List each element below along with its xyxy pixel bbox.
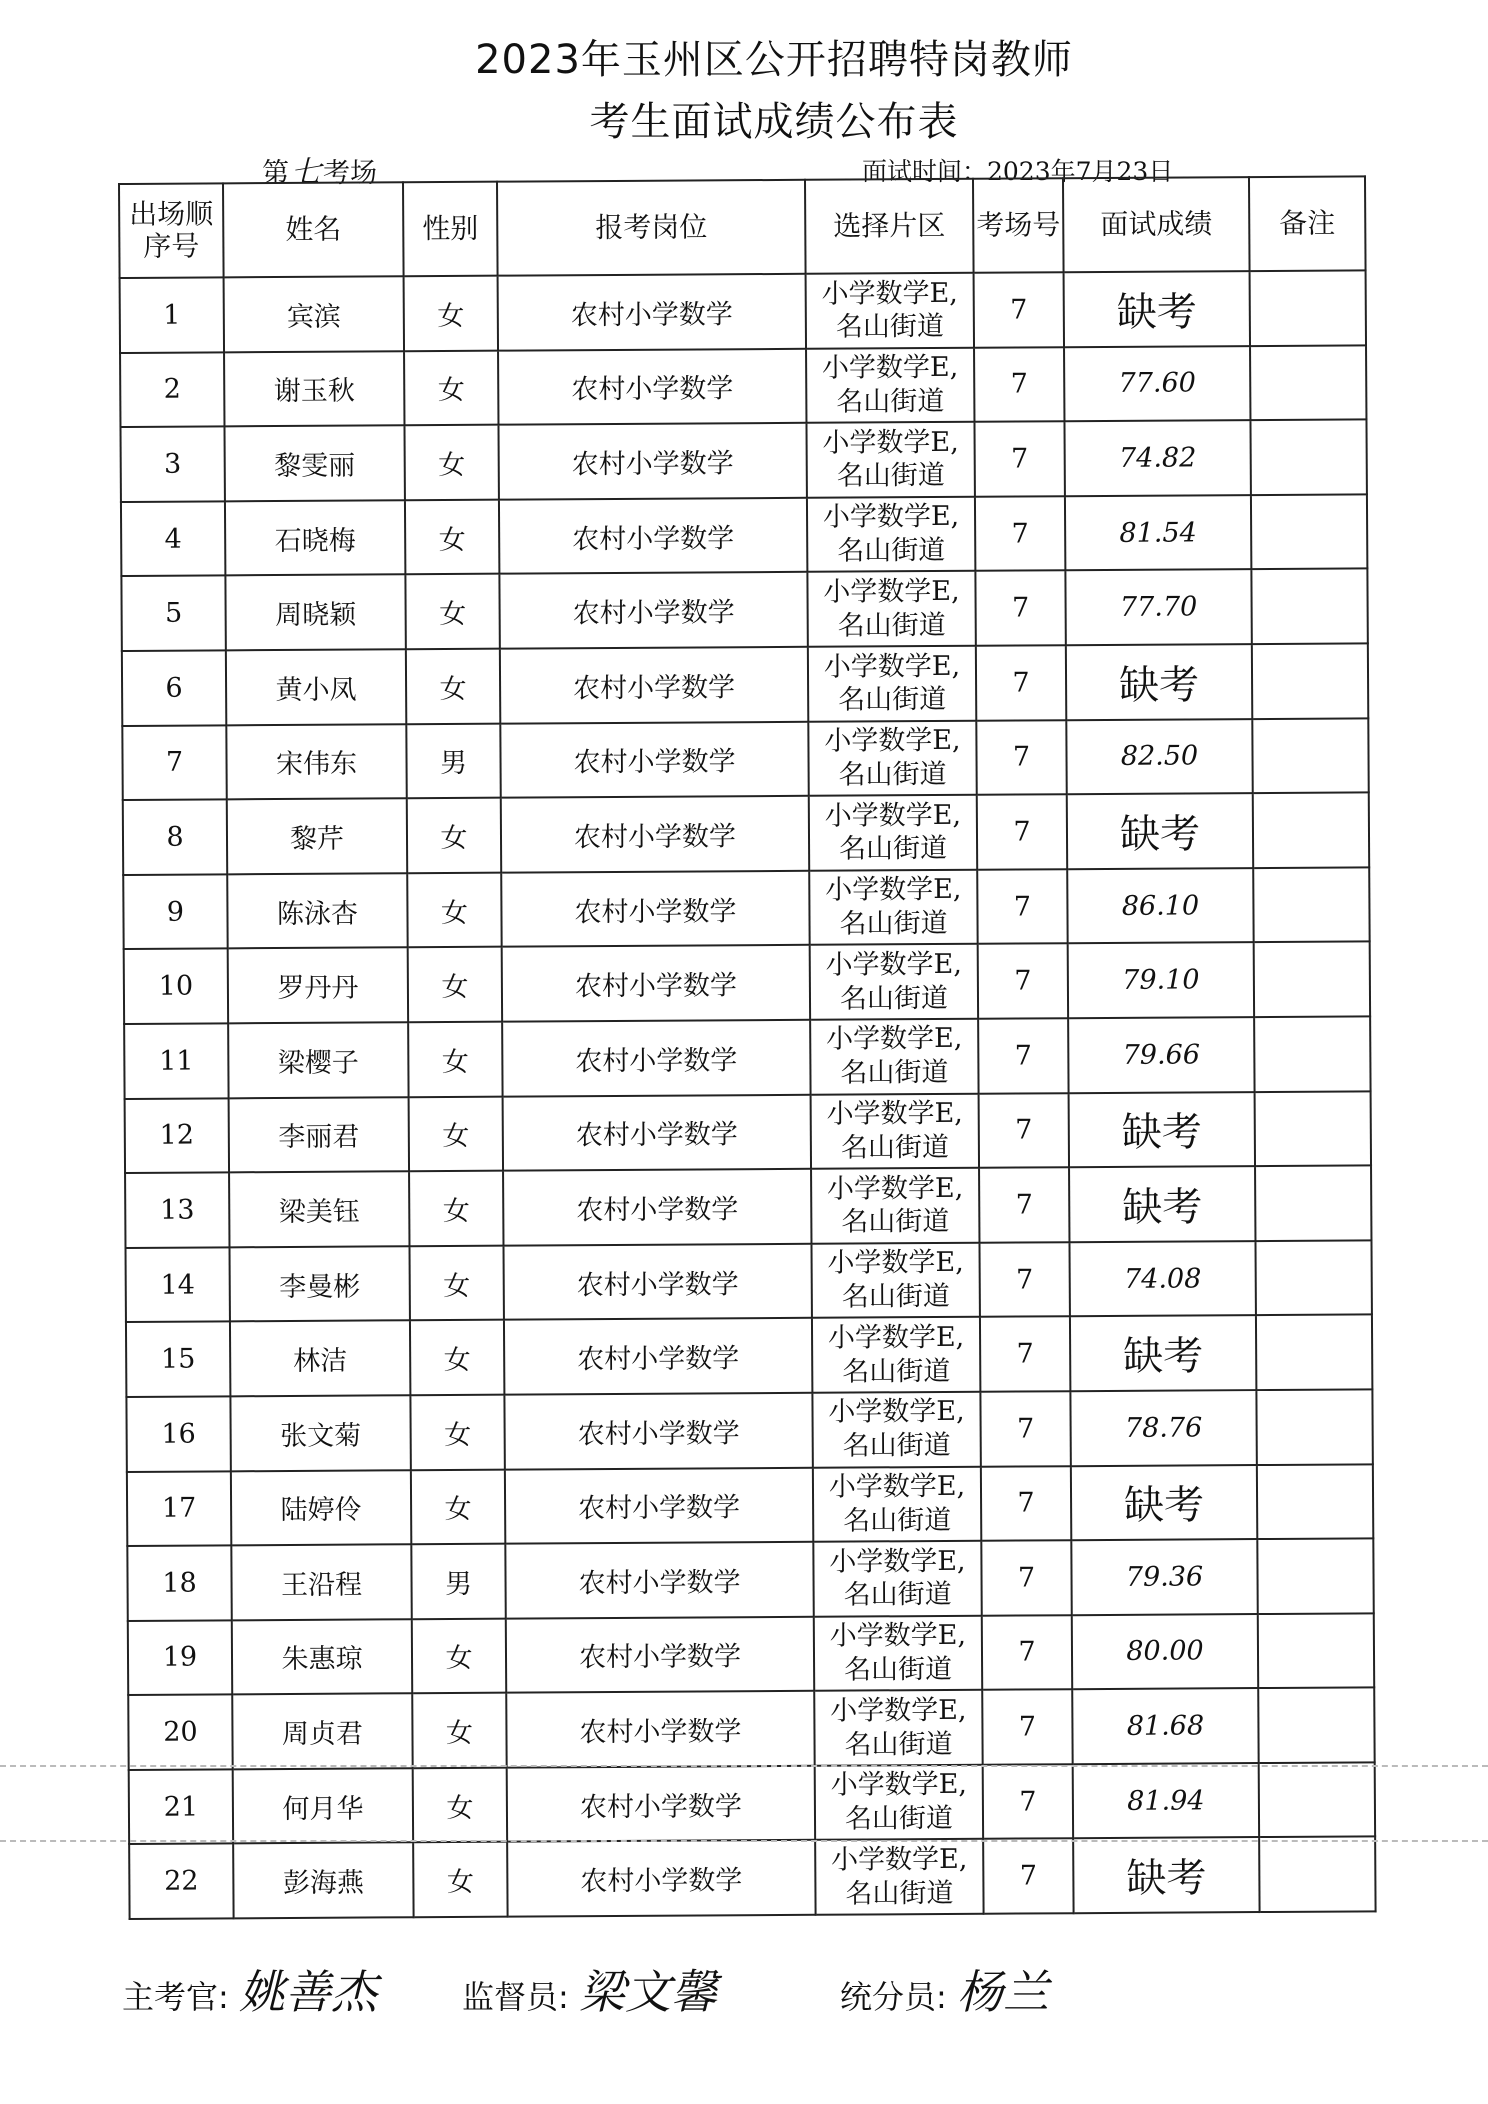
table-row <box>125 1091 1371 1173</box>
room-cell: 7 <box>978 944 1068 1019</box>
col-header-remark: 备注 <box>1249 176 1366 271</box>
score-cell: 77.60 <box>1064 346 1250 422</box>
name-cell: 周晓颖 <box>225 575 405 651</box>
position-cell: 农村小学数学 <box>503 1094 811 1170</box>
table-row <box>120 270 1366 352</box>
room-cell: 7 <box>977 794 1067 869</box>
area-cell <box>806 347 974 423</box>
room-cell: 7 <box>975 571 1065 646</box>
room-suffix: 考场 <box>323 158 377 189</box>
room-prefix: 第 <box>262 158 289 189</box>
area-line-2: 名山街道 <box>844 1728 953 1761</box>
room-cell: 7 <box>979 1167 1069 1242</box>
table-row <box>129 1837 1375 1919</box>
room-cell: 7 <box>976 645 1066 720</box>
name-cell: 石晓梅 <box>225 500 405 576</box>
gender-cell: 女 <box>413 1768 507 1843</box>
col-header-name: 姓名 <box>223 182 404 277</box>
remark-cell <box>1255 1091 1371 1166</box>
area-line-1: 小学数学E, <box>830 1769 968 1802</box>
area-line-2: 名山街道 <box>843 1504 952 1537</box>
remark-cell <box>1254 1016 1370 1091</box>
seq-cell: 4 <box>121 501 225 576</box>
room-cell: 7 <box>979 1242 1069 1317</box>
position-cell: 农村小学数学 <box>506 1616 814 1692</box>
position-cell: 农村小学数学 <box>503 1244 811 1320</box>
gender-cell: 女 <box>412 1618 506 1693</box>
table-row <box>122 643 1368 725</box>
page-title: 2023年玉州区公开招聘特岗教师 <box>475 37 1073 83</box>
room-cell: 7 <box>974 421 1064 496</box>
seq-cell: 10 <box>124 949 228 1024</box>
position-cell: 农村小学数学 <box>499 572 807 648</box>
position-cell: 农村小学数学 <box>499 498 807 574</box>
area-line-2: 名山街道 <box>839 907 948 940</box>
area-line-2: 名山街道 <box>845 1877 954 1910</box>
name-cell: 陈泳杏 <box>227 873 407 949</box>
room-cell: 7 <box>975 496 1065 571</box>
table-row <box>126 1389 1372 1471</box>
supervisor-label: 监督员: <box>462 1978 569 2016</box>
gender-cell: 女 <box>409 1245 503 1320</box>
area-cell <box>808 646 976 722</box>
room-cell: 7 <box>982 1689 1072 1764</box>
score-table <box>118 175 1377 1920</box>
seq-cell: 2 <box>120 352 224 427</box>
area-line-1: 小学数学E, <box>822 426 959 459</box>
remark-cell <box>1252 718 1368 793</box>
room-cell: 7 <box>977 869 1067 944</box>
area-line-1: 小学数学E, <box>831 1843 968 1876</box>
scorer <box>840 1956 1049 2022</box>
position-cell: 农村小学数学 <box>505 1542 813 1618</box>
area-line-1: 小学数学E, <box>826 1172 964 1205</box>
seq-cell: 18 <box>127 1545 231 1620</box>
seq-cell: 11 <box>124 1023 228 1098</box>
name-cell: 周贞君 <box>232 1694 412 1770</box>
remark-cell <box>1253 867 1369 942</box>
area-line-1: 小学数学E, <box>827 1321 965 1354</box>
supervisor <box>462 1956 717 2022</box>
gender-cell: 女 <box>408 1022 502 1097</box>
position-cell: 农村小学数学 <box>505 1467 813 1543</box>
name-cell: 罗丹丹 <box>228 948 408 1024</box>
seq-cell: 21 <box>129 1769 233 1844</box>
name-cell: 彭海燕 <box>233 1843 413 1919</box>
room-cell: 7 <box>980 1317 1070 1392</box>
gender-cell: 女 <box>412 1693 506 1768</box>
area-line-2: 名山街道 <box>838 684 947 716</box>
remark-cell <box>1250 345 1366 420</box>
area-line-1: 小学数学E, <box>824 724 961 757</box>
table-row <box>126 1315 1372 1397</box>
position-cell: 农村小学数学 <box>500 647 808 723</box>
position-cell: 农村小学数学 <box>501 796 809 872</box>
score-cell: 缺考 <box>1064 271 1250 347</box>
score-cell: 缺考 <box>1069 1092 1255 1168</box>
area-cell <box>814 1615 982 1691</box>
name-cell: 朱惠琼 <box>232 1619 412 1695</box>
table-row <box>125 1165 1371 1247</box>
seq-cell: 8 <box>123 800 227 875</box>
area-line-1: 小学数学E, <box>823 575 960 608</box>
area-cell <box>809 795 977 871</box>
gender-cell: 女 <box>408 947 502 1022</box>
area-cell <box>811 1093 979 1169</box>
seq-cell: 13 <box>125 1172 229 1247</box>
name-cell: 张文菊 <box>230 1395 410 1471</box>
area-line-2: 名山街道 <box>836 385 945 418</box>
position-cell: 农村小学数学 <box>504 1318 812 1394</box>
gender-cell: 女 <box>410 1320 504 1395</box>
area-line-1: 小学数学E, <box>828 1396 965 1429</box>
area-cell <box>807 571 975 647</box>
position-cell: 农村小学数学 <box>507 1840 815 1916</box>
area-line-1: 小学数学E, <box>822 501 960 534</box>
name-cell: 林洁 <box>230 1321 410 1397</box>
gender-cell: 女 <box>404 276 498 351</box>
area-line-2: 名山街道 <box>842 1355 951 1388</box>
area-cell <box>809 870 977 946</box>
area-line-1: 小学数学E, <box>829 1620 967 1652</box>
area-line-2: 名山街道 <box>837 535 946 567</box>
score-cell: 79.10 <box>1068 942 1254 1018</box>
col-header-seq: 出场顺序号 <box>119 183 224 278</box>
gender-cell: 男 <box>411 1544 505 1619</box>
area-cell <box>811 1168 979 1244</box>
area-line-1: 小学数学E, <box>825 948 963 981</box>
table-row <box>127 1538 1373 1620</box>
gender-cell: 女 <box>407 798 501 873</box>
remark-cell <box>1257 1464 1373 1539</box>
header-row <box>119 176 1366 278</box>
score-cell: 80.00 <box>1072 1614 1258 1690</box>
name-cell: 梁樱子 <box>228 1022 408 1098</box>
col-header-position: 报考岗位 <box>497 180 806 276</box>
score-cell: 86.10 <box>1067 868 1253 944</box>
area-cell <box>806 273 974 349</box>
room-cell: 7 <box>983 1764 1073 1839</box>
area-line-2: 名山街道 <box>839 982 949 1015</box>
area-line-1: 小学数学E, <box>825 874 962 906</box>
position-cell: 农村小学数学 <box>506 1691 814 1767</box>
exam-date: 面试时间：2023年7月23日 <box>862 157 1174 186</box>
score-cell: 77.70 <box>1065 569 1251 645</box>
score-cell: 缺考 <box>1070 1315 1256 1391</box>
remark-cell <box>1258 1688 1374 1763</box>
gender-cell: 女 <box>406 649 500 724</box>
page-subtitle: 考生面试成绩公布表 <box>589 99 959 145</box>
scorer-signature: 杨兰 <box>956 1965 1049 2019</box>
chief-label: 主考官: <box>122 1978 229 2016</box>
score-cell: 缺考 <box>1071 1465 1257 1541</box>
position-cell: 农村小学数学 <box>503 1169 811 1245</box>
position-cell: 农村小学数学 <box>498 423 806 499</box>
area-line-2: 名山街道 <box>837 609 946 642</box>
col-header-gender: 性别 <box>403 182 498 277</box>
room-cell: 7 <box>979 1093 1069 1168</box>
table-row <box>121 494 1367 576</box>
name-cell: 何月华 <box>233 1768 413 1844</box>
table-row <box>128 1688 1374 1770</box>
position-cell: 农村小学数学 <box>500 721 808 797</box>
remark-cell <box>1256 1315 1372 1390</box>
position-cell: 农村小学数学 <box>502 945 810 1021</box>
table-row <box>124 1016 1370 1098</box>
name-cell: 黄小凤 <box>226 649 406 725</box>
seq-cell: 16 <box>126 1396 230 1471</box>
area-line-2: 名山街道 <box>841 1280 950 1313</box>
area-line-2: 名山街道 <box>844 1803 954 1835</box>
gender-cell: 女 <box>404 425 498 500</box>
remark-cell <box>1251 569 1367 644</box>
seq-cell: 17 <box>127 1471 231 1546</box>
col-header-room: 考场号 <box>973 178 1064 273</box>
score-cell: 缺考 <box>1069 1166 1255 1242</box>
room-number: 七 <box>291 155 321 190</box>
remark-cell <box>1255 1165 1371 1240</box>
remark-cell <box>1250 420 1366 495</box>
name-cell: 王沿程 <box>231 1544 411 1620</box>
area-line-1: 小学数学E, <box>823 650 961 683</box>
room-cell: 7 <box>981 1540 1071 1615</box>
table-row <box>128 1613 1374 1695</box>
remark-cell <box>1254 942 1370 1017</box>
area-line-2: 名山街道 <box>840 1131 950 1164</box>
remark-cell <box>1259 1762 1375 1837</box>
score-cell: 79.36 <box>1071 1539 1257 1615</box>
gender-cell: 男 <box>406 723 500 798</box>
name-cell: 黎芹 <box>227 798 407 874</box>
score-cell: 79.66 <box>1068 1017 1254 1093</box>
scorer-label: 统分员: <box>840 1978 947 2016</box>
area-cell <box>814 1690 982 1766</box>
score-cell: 78.76 <box>1070 1390 1256 1466</box>
name-cell: 黎雯丽 <box>224 425 404 501</box>
remark-cell <box>1252 643 1368 718</box>
area-cell <box>806 422 974 498</box>
seq-cell: 20 <box>128 1695 232 1770</box>
seq-cell: 15 <box>126 1322 230 1397</box>
table-row <box>121 569 1367 651</box>
gender-cell: 女 <box>411 1469 505 1544</box>
area-line-2: 名山街道 <box>842 1430 951 1462</box>
name-cell: 宋伟东 <box>226 724 406 800</box>
remark-cell <box>1253 793 1369 868</box>
area-cell <box>811 1242 979 1318</box>
position-cell: 农村小学数学 <box>504 1393 812 1469</box>
supervisor-signature: 梁文馨 <box>578 1965 717 2019</box>
area-line-1: 小学数学E, <box>824 799 962 832</box>
table-row <box>129 1762 1375 1844</box>
gender-cell: 女 <box>405 499 499 574</box>
area-line-1: 小学数学E, <box>829 1545 966 1578</box>
table-row <box>120 420 1366 502</box>
name-cell: 李丽君 <box>229 1097 409 1173</box>
table-row <box>122 718 1368 800</box>
area-line-2: 名山街道 <box>838 758 947 791</box>
gender-cell: 女 <box>410 1395 504 1470</box>
room-cell: 7 <box>983 1839 1073 1914</box>
col-header-score: 面试成绩 <box>1063 177 1250 272</box>
seq-cell: 1 <box>120 277 224 352</box>
gender-cell: 女 <box>413 1842 507 1917</box>
area-line-2: 名山街道 <box>838 833 948 866</box>
area-cell <box>810 1019 978 1095</box>
area-line-2: 名山街道 <box>840 1057 949 1089</box>
area-line-1: 小学数学E, <box>825 1023 963 1056</box>
seq-cell: 22 <box>129 1844 233 1919</box>
scan-artifact-line <box>0 1840 1488 1842</box>
position-cell: 农村小学数学 <box>501 871 809 947</box>
seq-cell: 12 <box>125 1098 229 1173</box>
area-line-1: 小学数学E, <box>827 1247 964 1279</box>
score-cell: 缺考 <box>1067 793 1253 869</box>
score-cell: 81.68 <box>1072 1688 1258 1764</box>
scan-artifact-line <box>0 1765 1488 1767</box>
table-row <box>126 1240 1372 1322</box>
seq-cell: 7 <box>122 725 226 800</box>
chief-examiner <box>122 1956 377 2022</box>
remark-cell <box>1259 1837 1375 1912</box>
remark-cell <box>1257 1538 1373 1613</box>
area-cell <box>808 720 976 796</box>
room-cell: 7 <box>978 1018 1068 1093</box>
col-header-area: 选择片区 <box>805 179 974 274</box>
seq-cell: 19 <box>128 1620 232 1695</box>
seq-cell: 3 <box>120 427 224 502</box>
area-cell <box>812 1317 980 1393</box>
area-line-1: 小学数学E, <box>821 277 958 310</box>
room-cell: 7 <box>981 1466 1071 1541</box>
seq-cell: 14 <box>126 1247 230 1322</box>
score-cell: 81.54 <box>1065 495 1251 571</box>
gender-cell: 女 <box>405 574 499 649</box>
room-cell: 7 <box>974 347 1064 422</box>
area-cell <box>815 1839 983 1915</box>
position-cell: 农村小学数学 <box>507 1766 815 1842</box>
score-cell: 82.50 <box>1066 719 1252 795</box>
area-cell <box>813 1541 981 1617</box>
score-cell: 81.94 <box>1073 1763 1259 1839</box>
score-cell: 缺考 <box>1066 644 1252 720</box>
name-cell: 宾滨 <box>224 276 404 352</box>
gender-cell: 女 <box>409 1171 503 1246</box>
remark-cell <box>1250 270 1366 345</box>
area-line-1: 小学数学E, <box>828 1470 966 1503</box>
area-line-2: 名山街道 <box>835 311 944 343</box>
gender-cell: 女 <box>404 350 498 425</box>
table-row <box>120 345 1366 427</box>
area-cell <box>810 944 978 1020</box>
area-cell <box>812 1392 980 1468</box>
area-line-1: 小学数学E, <box>821 352 959 384</box>
position-cell: 农村小学数学 <box>498 348 806 424</box>
area-line-2: 名山街道 <box>844 1653 953 1686</box>
room-cell: 7 <box>980 1391 1070 1466</box>
name-cell: 陆婷伶 <box>231 1470 411 1546</box>
position-cell: 农村小学数学 <box>502 1020 810 1096</box>
seq-cell: 6 <box>122 650 226 725</box>
table-row <box>124 942 1370 1024</box>
area-line-1: 小学数学E, <box>830 1694 967 1727</box>
area-line-2: 名山街道 <box>836 460 945 493</box>
remark-cell <box>1256 1389 1372 1464</box>
score-cell: 缺考 <box>1073 1838 1259 1914</box>
room-cell: 7 <box>976 720 1066 795</box>
area-line-1: 小学数学E, <box>826 1097 963 1130</box>
gender-cell: 女 <box>407 872 501 947</box>
remark-cell <box>1255 1240 1371 1315</box>
table-row <box>127 1464 1373 1546</box>
room-cell: 7 <box>982 1615 1072 1690</box>
table-row <box>123 867 1369 949</box>
position-cell: 农村小学数学 <box>498 274 806 350</box>
area-line-2: 名山街道 <box>843 1579 952 1611</box>
seq-cell: 9 <box>123 874 227 949</box>
remark-cell <box>1258 1613 1374 1688</box>
gender-cell: 女 <box>409 1096 503 1171</box>
remark-cell <box>1251 494 1367 569</box>
area-cell <box>815 1765 983 1841</box>
name-cell: 谢玉秋 <box>224 351 404 427</box>
room-cell: 7 <box>974 272 1064 347</box>
score-cell: 74.82 <box>1064 420 1250 496</box>
chief-signature: 姚善杰 <box>238 1965 377 2019</box>
area-cell <box>807 497 975 573</box>
seq-cell: 5 <box>121 576 225 651</box>
name-cell: 李曼彬 <box>230 1246 410 1322</box>
table-row <box>123 793 1369 875</box>
area-cell <box>813 1466 981 1542</box>
name-cell: 梁美钰 <box>229 1171 409 1247</box>
score-cell: 74.08 <box>1069 1241 1255 1317</box>
area-line-2: 名山街道 <box>841 1206 950 1239</box>
